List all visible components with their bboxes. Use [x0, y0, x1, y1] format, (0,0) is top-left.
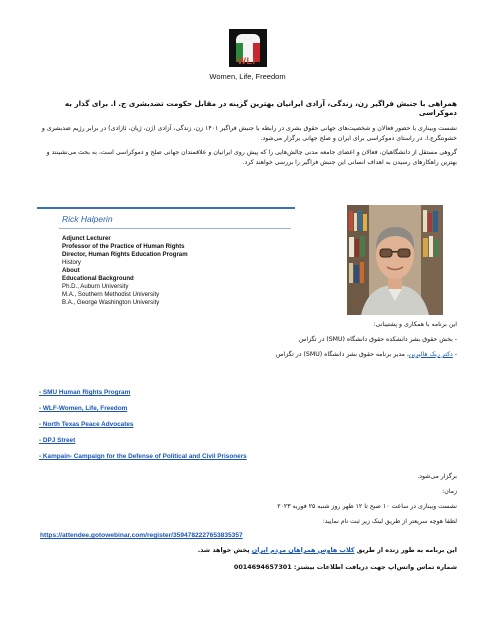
webinar-registration-link[interactable]: https://attendee.gotowebinar.com/register/3594782227653835357: [40, 532, 243, 539]
organisers-intro: این برنامه با همکاری و پشتیبانی:: [373, 321, 457, 328]
speaker-name: Rick Halperin: [62, 214, 113, 224]
speaker-photo: [347, 205, 443, 315]
event-register: لطفا هوچه سریعتر از طریق لینک زیر ثبت نام نمایید:: [322, 518, 457, 525]
tagline: Women, Life, Freedom: [209, 72, 286, 81]
organiser-role: ، مدیر برنامه حقوق بشر دانشگاه (SMU) در تگزاس: [276, 351, 409, 358]
bio-line: About: [62, 267, 80, 274]
bio-line: History: [62, 259, 81, 266]
link-smu-human-rights[interactable]: - SMU Human Rights Program: [39, 389, 131, 396]
organisers: [40, 317, 457, 362]
card-top-border: [37, 207, 295, 209]
speaker-bio: [62, 235, 188, 307]
event-time: نشست وبیناری در ساعت ۱۰ صبح تا ۱۲ ظهر روز شنبه ۲۵ فوریه ۲۰۲۳: [277, 503, 457, 510]
headline: همراهی با جنبش فراگیر زن، زندگی، آزادی ایرانیان بهترین گزینه در مقابل حکومت تضدبشری ج. ا. برای گذار به دموکراسی: [64, 99, 457, 117]
event-info: [40, 469, 457, 529]
link-north-texas-peace[interactable]: - North Texas Peace Advocates: [39, 421, 134, 428]
bio-line: Adjunct Lecturer: [62, 235, 111, 242]
portrait-image: [347, 205, 443, 315]
organiser-halperin: [40, 347, 457, 362]
intro-paragraph: گروهی مستقل از دانشگاهیان، فعالان و اعضای جامعه مدنی چالش‌هایی را که پیش روی ایرانیان و علاقمندان جهانی صلح و دموکراسی است، به بحث می‌نشینند و بهترین راهکارهای رسیدن به اهداف انسانی این جنبش فراگیر را بررسی خواهند کرد.: [46, 149, 457, 166]
event-time-label: زمان:: [442, 488, 457, 495]
link-dpj-street[interactable]: - DPJ Street: [39, 437, 76, 444]
intro-text: [40, 124, 457, 172]
intro-paragraph: نشست وبیناری با حضور فعالان و شخصیت‌های جهانی حقوق بشری در رابطه با جنبش فراگیر ۱۴۰۱ زن، زندگی، آزادی (ژن، ژیان، ئازادی) در برابر رژیم ضدبشری و خشونتگرج.ا. در راستای دموکراسی برای ایران و صلح جهانی برگزار می‌شود.: [41, 125, 457, 142]
organiser-smu-law: - بخش حقوق بشر دانشکده حقوق دانشگاه (SMU) در تگزاس: [298, 336, 457, 343]
event-held: برگزار می‌شود.: [417, 473, 457, 480]
logo-text: WLF: [237, 56, 259, 66]
bio-line: Professor of the Practice of Human Rights: [62, 243, 185, 250]
bio-line: Ph.D., Auburn University: [62, 283, 129, 290]
broadcast-post: پخش خواهد شد.: [197, 546, 252, 554]
bio-line: Director, Human Rights Education Program: [62, 251, 188, 258]
halperin-link[interactable]: دکتر ریک هالپرین: [408, 351, 453, 358]
bio-line: M.A., Southern Methodist University: [62, 291, 160, 298]
link-wlf[interactable]: - WLF-Women, Life, Freedom: [39, 405, 128, 412]
wlf-logo: [229, 29, 267, 67]
broadcast-note: [40, 546, 457, 554]
contact-info: شماره تماس واتس‌اپ جهت دریافت اطلاعات بیشتر: 0014694657301: [233, 563, 457, 571]
card-divider: [59, 228, 291, 229]
broadcast-pre: این برنامه به طور زنده از طریق: [354, 546, 457, 554]
clubhouse-link[interactable]: کلاب هاوس همراهان مردم ایران: [251, 546, 355, 554]
organiser-dash: -: [452, 351, 457, 358]
link-kampain[interactable]: - Kampain- Campaign for the Defense of Political and Civil Prisoners: [39, 453, 247, 460]
bio-line: B.A., George Washington University: [62, 299, 160, 306]
bio-line: Educational Background: [62, 275, 134, 282]
